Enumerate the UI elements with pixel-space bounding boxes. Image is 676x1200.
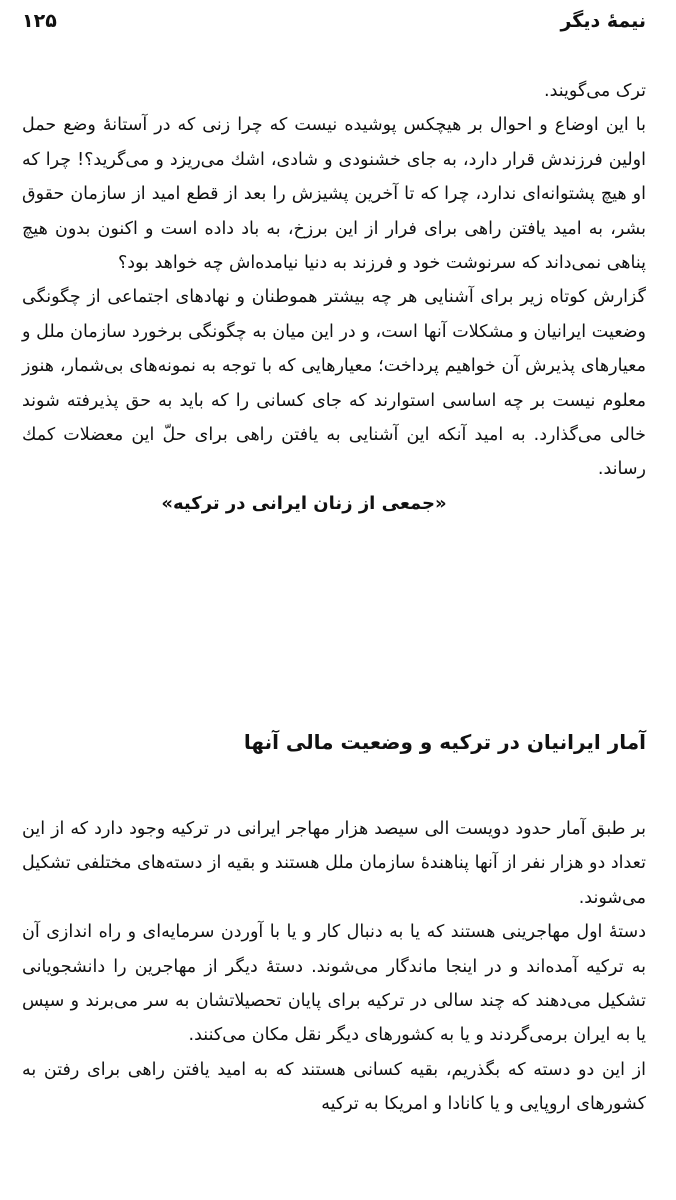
paragraph: دستهٔ اول مهاجرینی هستند که یا به دنبال کار و یا با آوردن سرمایه‌ای و راه اندازی آن به ترکیه آمده‌اند و در اینجا ماندگار می‌شوند. دستهٔ دیگر از مهاجرین را دانشجویانی تشکیل می‌دهند که چند سالی در ترکیه برای پایان تحصیلاتشان به سر می‌برند و سپس یا به ایران برمی‌گردند و یا به کشورهای دیگر نقل مکان می‌کنند. [22,922,646,1046]
statistics-section [22,812,646,1122]
paragraph: ترک می‌گویند. [544,81,646,101]
signature: «جمعی از زنان ایرانی در ترکیه» [161,492,447,514]
paragraph: با این اوضاع و احوال بر هیچکس پوشیده نیست که چرا زنی که در آستانهٔ وضع حمل اولین فرزندش قرار دارد، به جای خشنودی و شادی، اشك می‌ریزد و می‌گرید؟! چرا که او هیچ پشتوانه‌ای ندارد، چرا که تا آخرین پشیزش را بعد از قطع امید از سازمان حقوق بشر، به امید یافتن راهی برای فرار از این برزخ، به باد داده است و اکنون بدون هیچ پناهی نمی‌داند که سرنوشت خود و فرزند به دنیا نیامده‌اش چه خواهد بود؟ [22,115,646,274]
paragraph: گزارش کوتاه زیر برای آشنایی هر چه بیشتر هموطنان و نهادهای اجتماعی از چگونگی وضعیت ایرانیان و مشکلات آنها است، و در این میان به چگونگی برخورد سازمان ملل و معیارهای پذیرش آن خواهیم پرداخت؛ معیارهایی که با توجه به نمونه‌های بی‌شمار، هنوز معلوم نیست بر چه اساسی استوارند که جای کسانی را که باید به حق پذیرفته شوند خالی می‌گذارد. به امید آنکه این آشنایی به یافتن راهی برای حلّ این معضلات کمك رساند. [22,287,646,480]
paragraph: بر طبق آمار حدود دویست الی سیصد هزار مهاجر ایرانی در ترکیه وجود دارد که از این تعداد دو هزار نفر از آنها پناهندهٔ سازمان ملل هستند و بقیه از دسته‌های مختلفی تشکیل می‌شوند. [22,819,646,908]
section-heading: آمار ایرانیان در ترکیه و وضعیت مالی آنها [243,730,646,754]
running-title: نیمهٔ دیگر [560,10,646,32]
intro-section [22,74,646,521]
paragraph: از این دو دسته که بگذریم، بقیه کسانی هستند که به امید یافتن راهی برای رفتن به کشورهای اروپایی و یا کانادا و امریکا به ترکیه [22,1059,646,1115]
page-number: ۱۲۵ [22,10,57,32]
page-header [22,10,646,40]
